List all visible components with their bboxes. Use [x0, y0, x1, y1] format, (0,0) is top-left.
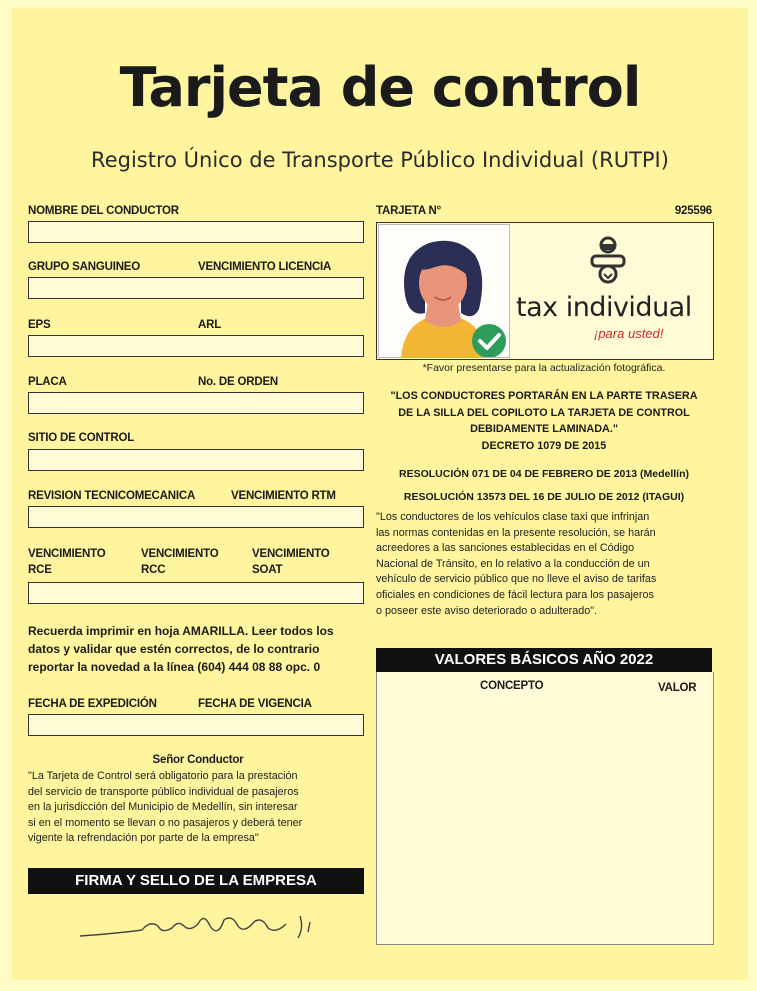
resolution-medellin: RESOLUCIÓN 071 DE 04 DE FEBRERO DE 2013 (Medellín) [399, 468, 689, 480]
driver-name-field [28, 221, 364, 243]
license-expiry-label: VENCIMIENTO LICENCIA [198, 261, 332, 273]
photo-update-note: *Favor presentarse para la actualización fotográfica. [422, 362, 666, 374]
driver-name-label: NOMBRE DEL CONDUCTOR [28, 205, 179, 217]
control-site-field [28, 449, 364, 471]
control-card [12, 8, 748, 980]
company-logo [512, 236, 708, 348]
plate-order-field [28, 392, 364, 414]
arl-label: ARL [198, 319, 222, 331]
lamination-notice: "LOS CONDUCTORES PORTARÁN EN LA PARTE TRASERA DE LA SILLA DEL COPILOTO LA TARJETA DE CONTROL DEBIDAMENTE LAMINADA." DECRETO 1079 DE 2015 [390, 390, 698, 452]
logo-text: tax individual [516, 292, 692, 323]
driver-heading: Señor Conductor [152, 754, 244, 766]
taxi-sign-icon [586, 236, 630, 286]
soat-expiry-label: VENCIMIENTO SOAT [252, 548, 330, 576]
concept-header: CONCEPTO [480, 680, 544, 692]
basic-values-table [376, 672, 714, 945]
logo-tagline: ¡para usted! [594, 326, 664, 341]
basic-values-bar: VALORES BÁSICOS AÑO 2022 [376, 648, 712, 672]
check-icon [472, 324, 506, 357]
eps-arl-field [28, 335, 364, 357]
validity-date-label: FECHA DE VIGENCIA [198, 698, 312, 710]
tech-review-field [28, 506, 364, 528]
sanctions-text: "Los conductores de los vehículos clase taxi que infrinjan las normas contenidas en la presente resolución, se harán acreedores a las sanciones establecidas en el Código Nacional de Tránsito, en lo relativo a la conducción de un vehículo de servicio público que no lleve el aviso de tarifas oficiales en condiciones de fácil lectura para los pasajeros o poseer este aviso deteriorado o adulterado". [376, 511, 657, 617]
dates-field [28, 714, 364, 736]
print-reminder: Recuerda imprimir en hoja AMARILLA. Leer todos los datos y validar que estén correctos, de lo contrario reportar la novedad a la línea (604) 444 08 88 opc. 0 [28, 624, 334, 674]
insurance-expiry-field [28, 582, 364, 604]
plate-label: PLACA [28, 376, 67, 388]
signature-image [72, 900, 332, 956]
signature-bar: FIRMA Y SELLO DE LA EMPRESA [28, 868, 364, 894]
order-number-label: No. DE ORDEN [198, 376, 279, 388]
eps-label: EPS [28, 319, 51, 331]
driver-notice: "La Tarjeta de Control será obligatorio para la prestación del servicio de transporte público individual de pasajeros en la jurisdicción del Municipio de Medellín, sin interesar si en el momento se llevan o no pasajeros y deberá tener vigente la refrendación por parte de la empresa" [28, 770, 303, 845]
rtm-expiry-label: VENCIMIENTO RTM [231, 490, 336, 502]
blood-license-field [28, 277, 364, 299]
avatar [379, 225, 509, 357]
control-site-label: SITIO DE CONTROL [28, 432, 135, 444]
value-header: VALOR [658, 682, 697, 694]
issue-date-label: FECHA DE EXPEDICIÓN [28, 698, 157, 710]
page-title: Tarjeta de control [119, 56, 641, 119]
rce-expiry-label: VENCIMIENTO RCE [28, 548, 106, 576]
page-subtitle: Registro Único de Transporte Público Individual (RUTPI) [91, 148, 669, 172]
blood-type-label: GRUPO SANGUINEO [28, 261, 141, 273]
rcc-expiry-label: VENCIMIENTO RCC [141, 548, 219, 576]
card-number: 925596 [674, 205, 712, 217]
tech-review-label: REVISION TECNICOMECANICA [28, 490, 196, 502]
resolution-itagui: RESOLUCIÓN 13573 DEL 16 DE JULIO DE 2012 (ITAGUI) [403, 491, 685, 503]
driver-photo [378, 224, 510, 358]
card-number-label: TARJETA N° [376, 205, 441, 217]
